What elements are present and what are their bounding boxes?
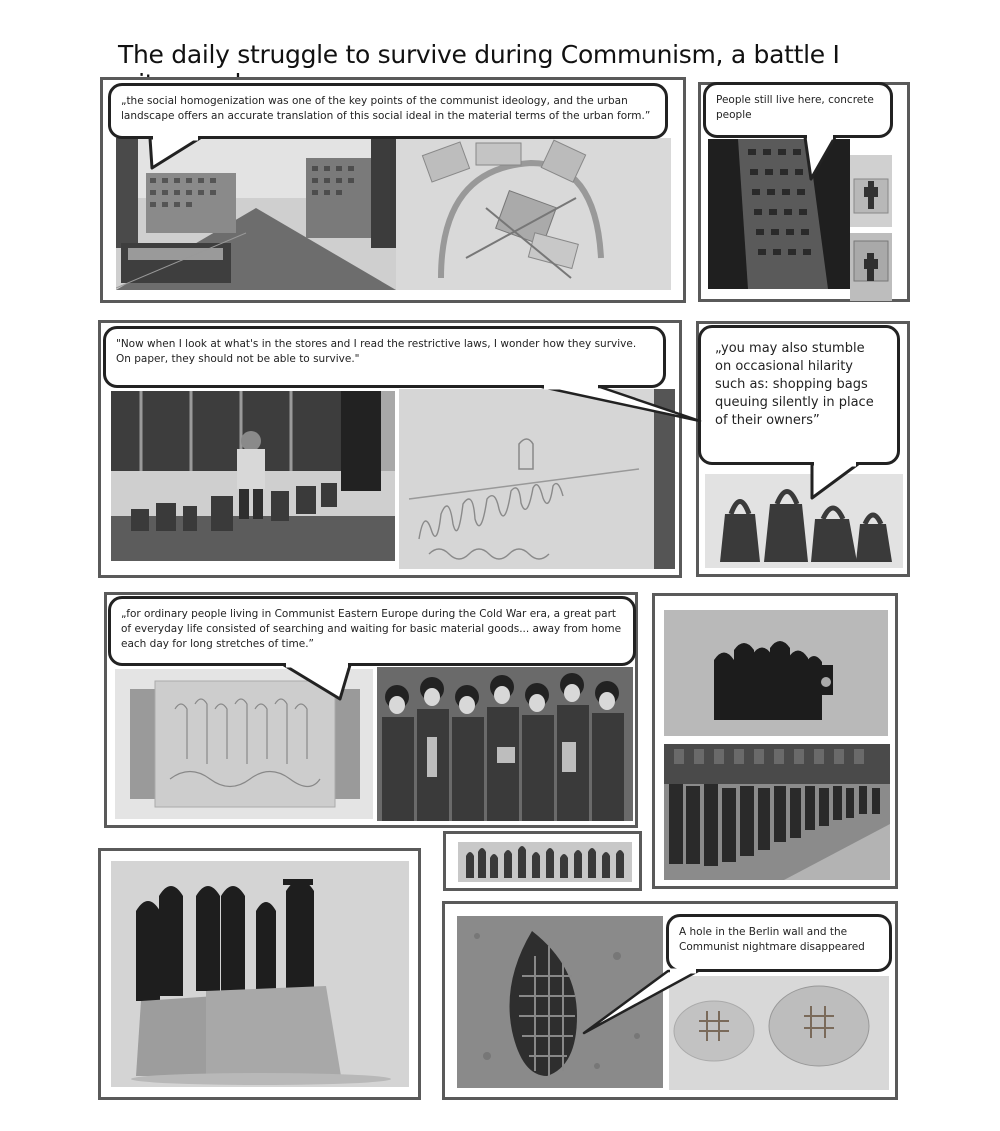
photo-concrete-pieces-with-grids <box>669 976 889 1090</box>
photo-man-with-shopping-bags <box>111 391 395 561</box>
photo-engraved-crowd-block <box>115 669 373 819</box>
speech-bubble-shopping-bags: „you may also stumble on occasional hilarity such as: shopping bags queuing silently in place of their owners” <box>698 325 900 465</box>
panel-figures-strip <box>443 831 642 891</box>
page-title: The daily struggle to survive during Communism, a battle I <box>118 40 840 69</box>
speech-bubble-social-homogenization: „the social homogenization was one of the key points of the communist ideology, and the urban landscape offers an accurate translation of this social ideal in the material terms of the urban form.” <box>108 83 668 139</box>
photo-engraved-stone-relief <box>399 389 675 569</box>
speech-bubble-concrete-people: People still live here, concrete people <box>703 82 893 138</box>
speech-bubble-berlin-wall: A hole in the Berlin wall and the Communist nightmare disappeared <box>666 914 892 972</box>
photo-crowd-queue-bw <box>377 667 633 821</box>
photo-hole-in-wall <box>457 916 663 1088</box>
photo-figures-in-line <box>458 842 632 882</box>
photo-figure-concrete-cube-2 <box>850 233 892 301</box>
panel-sculpture-figures-on-stone <box>98 848 421 1100</box>
photo-figure-concrete-cube-1 <box>850 155 892 227</box>
photo-bronze-group-sculpture <box>664 610 888 736</box>
photo-tall-block-facade <box>708 139 850 289</box>
photo-street-queue <box>664 744 890 880</box>
photo-concrete-shopping-bags <box>705 474 903 568</box>
speech-bubble-waiting-goods: „for ordinary people living in Communist Eastern Europe during the Cold War era, a great part of everyday life consisted of searching and waiting for basic material goods... away from home each day for long stretches of time.” <box>108 596 636 666</box>
photo-sculpture-arch-blocks <box>396 138 671 290</box>
speech-bubble-stores-laws: "Now when I look at what's in the stores and I read the restrictive laws, I wonder how they survive. On paper, they should not be able to survive." <box>103 326 666 388</box>
photo-tram-street-blocks <box>116 138 396 290</box>
photo-figures-on-concrete <box>111 861 409 1087</box>
panel-queue-silhouettes <box>652 593 898 889</box>
